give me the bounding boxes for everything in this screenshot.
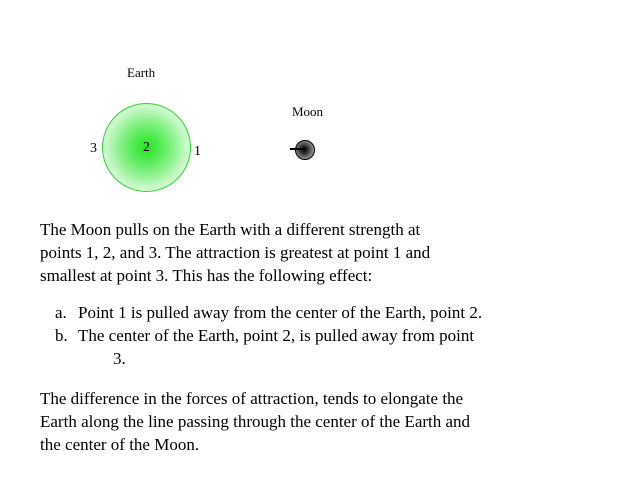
moon-circle — [295, 140, 315, 160]
list-item-a — [55, 301, 482, 324]
moon-label: Moon — [292, 104, 324, 119]
paragraph1-line1: The Moon pulls on the Earth with a different strength at — [40, 220, 421, 239]
earth-point-2-label: 2 — [143, 139, 150, 155]
list-item-b-continuation: 3. — [113, 349, 126, 368]
paragraph2-line1: The difference in the forces of attraction, tends to elongate the — [40, 389, 464, 408]
earth-circle — [102, 103, 191, 192]
list-item-a-text: Point 1 is pulled away from the center of the Earth, point 2. — [78, 303, 483, 322]
list-item-b — [55, 324, 474, 347]
list-item-b-marker: b. — [55, 326, 68, 345]
list-item-b-text: The center of the Earth, point 2, is pulled away from point — [78, 326, 475, 345]
earth-label: Earth — [127, 65, 156, 80]
paragraph1-line2: points 1, 2, and 3. The attraction is greatest at point 1 and — [40, 243, 431, 262]
list-item-a-marker: a. — [55, 303, 67, 322]
moon-tick-line — [290, 148, 306, 150]
paragraph2-line3: the center of the Moon. — [40, 435, 200, 454]
paragraph1-line3: smallest at point 3. This has the following effect: — [40, 266, 373, 285]
earth-point-1-label: 1 — [194, 144, 201, 159]
earth-point-3-label: 3 — [90, 141, 97, 156]
paragraph2-line2: Earth along the line passing through the center of the Earth and — [40, 412, 471, 431]
